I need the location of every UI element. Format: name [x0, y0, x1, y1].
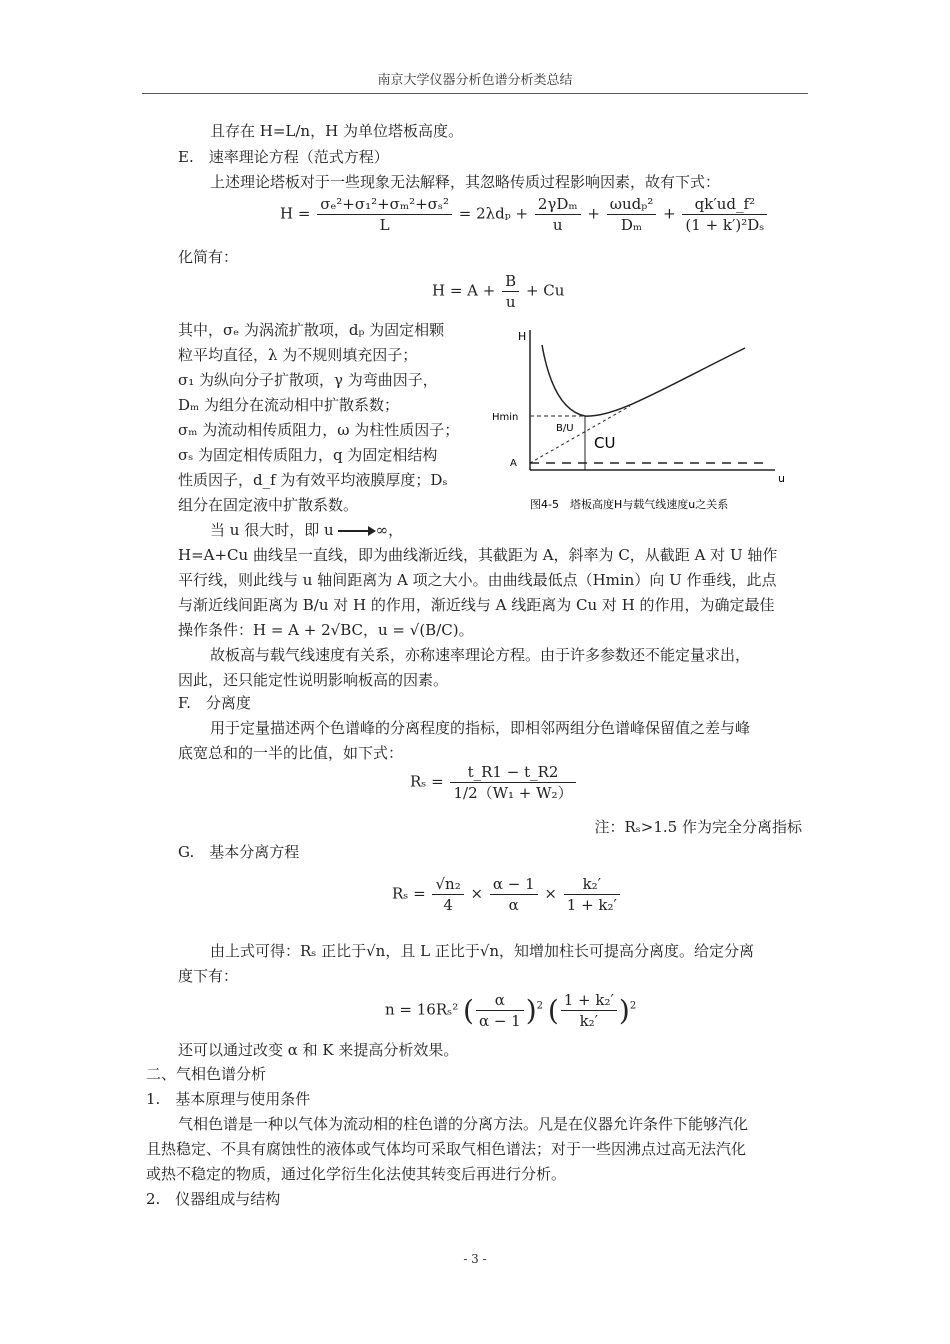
- text-line: 或热不稳定的物质，通过化学衍生化法使其转变后再进行分析。: [146, 1165, 567, 1183]
- bu-label: B/U: [556, 423, 574, 434]
- text-line: 用于定量描述两个色谱峰的分离程度的指标，即相邻两组分色谱峰保留值之差与峰: [210, 719, 751, 737]
- figure-caption: 图4-5 塔板高度H与载气线速度u之关系: [530, 498, 729, 511]
- text-line: 因此，还只能定性说明影响板高的因素。: [178, 671, 449, 689]
- resolution-equation: Rₛ = $\frac{t\_R1 - t\_R2}{\text{1/2（W₁ + W₂）}}$: [410, 762, 578, 803]
- van-deemter-equation: H = $\frac{\text{σₑ²+σ₁²+σₘ²+σₛ²}}{L}$ = 2λdₚ + $\frac{\text{2γDₘ}}{u}$ + $\frac{\text{ωudₚ²}}{\text{Dₘ}}$ + $\frac{\text{qk′ud\_f²}}{\text{(1 + k′)²Dₛ}}$: [280, 194, 769, 235]
- section-f-heading: F. 分离度: [178, 694, 251, 712]
- subsection-2-heading: 2. 仪器组成与结构: [146, 1190, 281, 1208]
- text-line: 气相色谱是一种以气体为流动相的柱色谱的分离方法。凡是在仪器允许条件下能够汽化: [178, 1115, 749, 1133]
- text-line: σ₁ 为纵向分子扩散项，γ 为弯曲因子，: [178, 371, 438, 389]
- text-line: 粒平均直径，λ 为不规则填充因子；: [178, 346, 418, 364]
- text-line: 上述理论塔板对于一些现象无法解释，其忽略传质过程影响因素，故有下式：: [210, 173, 721, 191]
- note-text: 注：Rₛ>1.5 作为完全分离指标: [594, 818, 802, 836]
- text-line: 与渐近线间距离为 B/u 对 H 的作用，渐近线与 A 线距离为 Cu 对 H 的作用，为确定最佳: [178, 596, 775, 614]
- text-line: 度下有：: [178, 967, 239, 985]
- text-line: Dₘ 为组分在流动相中扩散系数；: [178, 396, 399, 414]
- right-arrow-icon: [338, 530, 372, 532]
- hmin-label: Hmin: [492, 412, 519, 423]
- van-deemter-curve: [542, 345, 745, 416]
- page-header: 南京大学仪器分析色谱分析类总结: [377, 73, 573, 88]
- text-line: 底宽总和的一半的比值，如下式：: [178, 744, 404, 762]
- text-line: 故板高与载气线速度有关系，亦称速率理论方程。由于许多参数还不能定量求出，: [210, 646, 751, 664]
- basic-separation-equation: Rₛ = $\frac{\text{√n₂}}{4}$ × $\frac{\alpha - 1}{\alpha}$ × $\frac{\text{k₂′}}{\text{1 + k₂′}}$: [392, 874, 622, 915]
- text-line: 当 u 很大时，即 u ∞，: [210, 521, 404, 539]
- text-line: 化简有：: [178, 248, 239, 266]
- text-line: 由上式可得：Rₛ 正比于√n，且 L 正比于√n，知增加柱长可提高分离度。给定分离: [210, 942, 755, 960]
- text-line: 组分在固定液中扩散系数。: [178, 496, 359, 514]
- section-g-heading: G. 基本分离方程: [178, 843, 300, 861]
- header-rule: [142, 93, 808, 94]
- text-line: 且存在 H=L/n，H 为单位塔板高度。: [210, 122, 463, 140]
- simplified-equation: H = A + $\frac{B}{u}$ + Cu: [432, 272, 565, 311]
- text-line: 操作条件：H = A + 2√BC，u = √(B/C)。: [178, 621, 474, 639]
- subsection-1-heading: 1. 基本原理与使用条件: [146, 1090, 311, 1108]
- x-axis-label: u: [778, 472, 785, 485]
- section-e-heading: E. 速率理论方程（范式方程）: [178, 148, 389, 166]
- page-number: - 3 -: [463, 1252, 487, 1266]
- text-line: 性质因子，d_f 为有效平均液膜厚度；Dₛ: [178, 471, 448, 489]
- plate-number-equation: n = 16Rₛ² ( $\frac{\alpha}{\alpha - 1}$ )$^2$ ( $\frac{\text{1 + k₂′}}{\text{k₂′}}$ )$^2$: [385, 991, 637, 1030]
- section-2-heading: 二、气相色谱分析: [146, 1065, 267, 1083]
- plate-height-figure: [490, 320, 800, 520]
- text-line: σₛ 为固定相传质阻力，q 为固定相结构: [178, 446, 438, 464]
- text-line: σₘ 为流动相传质阻力，ω 为柱性质因子；: [178, 421, 460, 439]
- text-line: 其中，σₑ 为涡流扩散项，dₚ 为固定相颗: [178, 321, 445, 339]
- text-line: H=A+Cu 曲线呈一直线，即为曲线渐近线，其截距为 A，斜率为 C，从截距 A 对 U 轴作: [178, 546, 778, 564]
- y-axis-label: H: [518, 330, 527, 343]
- text-line: 且热稳定、不具有腐蚀性的液体或气体均可采取气相色谱法；对于一些因沸点过高无法汽化: [146, 1140, 747, 1158]
- text-line: 平行线，则此线与 u 轴间距离为 A 项之大小。由曲线最低点（Hmin）向 U 作垂线，此点: [178, 571, 777, 589]
- text-line: 还可以通过改变 α 和 K 来提高分析效果。: [178, 1041, 459, 1059]
- cu-label: CU: [594, 434, 616, 452]
- a-label: A: [510, 458, 517, 469]
